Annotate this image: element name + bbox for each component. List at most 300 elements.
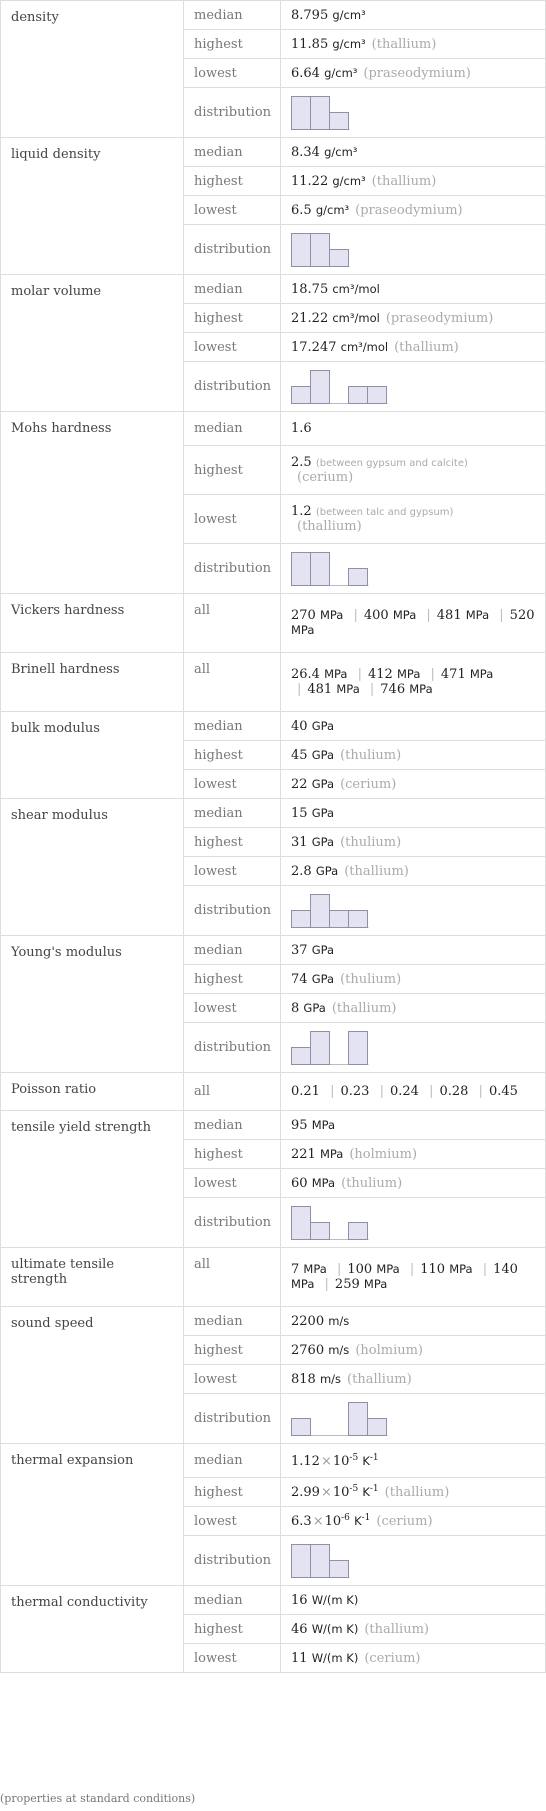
value-cell [281,495,546,544]
unit: g/cm³ [332,36,366,51]
value: 21.22 [291,310,329,326]
property-name: thermal conductivity [1,1586,184,1673]
row-label: distribution [184,1394,281,1444]
unit: K [362,1485,370,1499]
list-value [347,1262,399,1277]
table-row [1,138,546,167]
value: 37 [291,942,308,958]
value: 2200 [291,1313,325,1329]
value: 412 [368,667,393,682]
histogram-bar [368,1419,387,1436]
element-note: (thallium) [331,1000,397,1016]
table-row [1,594,546,653]
row-label: median [184,412,281,446]
unit: K [354,1514,362,1528]
row-label: lowest [184,1365,281,1394]
row-label: lowest [184,1644,281,1673]
histogram-bar [292,911,311,928]
property-name: Poisson ratio [1,1073,184,1111]
list-value [390,1084,419,1099]
distribution-cell [281,362,546,412]
value-cell [281,1615,546,1644]
value: 2760 [291,1342,325,1358]
row-label: lowest [184,333,281,362]
exponent: -5 [349,1452,359,1463]
histogram-bar [349,1032,368,1065]
value: 95 [291,1117,308,1133]
value: 746 [380,682,406,697]
element-note: (praseodymium) [363,65,471,81]
unit: cm³/mol [340,339,389,354]
row-label: distribution [184,886,281,936]
list-value [307,682,359,697]
row-label: median [184,1444,281,1478]
list-value [291,1262,327,1277]
base: 10 [332,1453,350,1469]
unit: cm³/mol [332,310,380,325]
histogram-bar [292,1419,311,1436]
value-cell [281,965,546,994]
histogram-bar [311,97,330,130]
value-cell [281,770,546,799]
distribution-histogram [291,1205,369,1240]
property-name: sound speed [1,1307,184,1444]
row-label: distribution [184,88,281,138]
row-label: median [184,936,281,965]
separator: | [330,1084,335,1099]
unit: MPa [336,682,360,696]
value: 471 [440,667,466,682]
table-row [1,412,546,446]
histogram-bar [311,371,330,404]
unit: MPa [311,1117,336,1132]
histogram-bar [368,387,387,404]
row-label: highest [184,167,281,196]
unit: GPa [311,834,335,849]
distribution-histogram [291,1543,350,1578]
element-note: (thulium) [340,834,402,850]
value-cell [281,1,546,30]
row-label: all [184,1248,281,1307]
unit: MPa [409,682,433,696]
value-cell [281,1140,546,1169]
element-note: (cerium) [364,1650,421,1666]
separator: | [478,1084,483,1099]
unit: GPa [311,776,335,791]
mantissa: 1.12 [291,1453,320,1469]
table-row [1,1248,546,1307]
value: 400 [363,608,389,623]
value: 6.64 [291,65,320,81]
value: 0.24 [389,1084,419,1099]
unit-exponent: -1 [369,1452,379,1463]
value: 16 [291,1592,308,1608]
value-cell [281,59,546,88]
histogram-bar [292,553,311,586]
value: 31 [291,834,308,850]
property-name: liquid density [1,138,184,275]
value-cell [281,1644,546,1673]
row-label: all [184,594,281,653]
property-name: bulk modulus [1,712,184,799]
element-note: (thallium) [364,1621,429,1637]
value-cell [281,1111,546,1140]
value: 7 [291,1262,300,1277]
value-cell [281,30,546,59]
unit: m/s [328,1313,350,1328]
unit: MPa [465,608,490,622]
value: 818 [291,1371,316,1387]
separator: | [297,682,302,697]
value: 8.34 [291,144,320,160]
separator: | [429,1084,434,1099]
unit: GPa [303,1000,326,1015]
histogram-bar [349,387,368,404]
property-name: molar volume [1,275,184,412]
separator: | [379,1084,384,1099]
value-cell [281,304,546,333]
property-name: Brinell hardness [1,653,184,712]
value: 40 [291,718,308,734]
value-cell [281,275,546,304]
unit: GPa [311,805,335,820]
element-note: (cerium) [297,470,354,485]
histogram-bar [330,911,349,928]
list-value [291,608,343,623]
separator: | [357,667,363,682]
table-row [1,653,546,712]
value: 520 [509,608,535,623]
value: 17.247 [291,339,337,355]
hardness-detail: (between talc and gypsum) [315,507,454,518]
table-row [1,275,546,304]
table-row [1,1586,546,1615]
value-cell [281,196,546,225]
property-name: tensile yield strength [1,1111,184,1248]
unit: GPa [311,718,335,733]
unit: MPa [311,1175,336,1190]
element-note: (thallium) [344,863,409,879]
unit: MPa [319,1146,344,1161]
value-cell [281,1169,546,1198]
unit: MPa [303,1262,327,1276]
histogram-bar [349,569,368,586]
list-value [291,667,347,682]
separator: | [336,1262,342,1277]
value-cell [281,1307,546,1336]
element-note: (thallium) [394,339,459,355]
unit-exponent: -1 [369,1484,379,1494]
row-label: highest [184,304,281,333]
element-note: (praseodymium) [355,202,463,218]
value: 221 [291,1146,316,1162]
value-cell [281,712,546,741]
row-label: lowest [184,59,281,88]
property-name: density [1,1,184,138]
element-note: (praseodymium) [385,310,494,326]
row-label: highest [184,741,281,770]
row-label: distribution [184,362,281,412]
unit: GPa [311,747,335,762]
element-note: (thulium) [341,1175,403,1191]
times-sign: × [320,1485,332,1500]
element-note: (thallium) [347,1371,412,1387]
separator: | [324,1277,329,1292]
list-value [489,1084,518,1099]
table-row [1,1111,546,1140]
list-value [439,1084,468,1099]
row-label: median [184,799,281,828]
distribution-cell [281,886,546,936]
distribution-histogram [291,1030,369,1065]
separator: | [482,1262,488,1277]
value: 11.85 [291,36,329,52]
histogram-bar [292,234,311,267]
row-label: median [184,1,281,30]
value: 259 [334,1277,360,1292]
unit-exponent: -1 [361,1513,371,1523]
value-list [281,1073,546,1111]
row-label: highest [184,1615,281,1644]
table-row [1,1307,546,1336]
histogram-bar [349,1223,368,1240]
distribution-histogram [291,232,350,267]
unit: MPa [319,608,344,622]
distribution-cell [281,1023,546,1073]
row-label: lowest [184,1169,281,1198]
exponent: -6 [341,1513,350,1523]
value-cell [281,446,546,495]
unit: GPa [311,942,335,957]
element-note: (thallium) [371,36,437,52]
times-sign: × [320,1453,332,1469]
list-value [335,1277,387,1292]
value: 11 [291,1650,308,1666]
row-label: lowest [184,495,281,544]
value-cell [281,936,546,965]
row-label: lowest [184,857,281,886]
distribution-cell [281,225,546,275]
row-label: all [184,653,281,712]
histogram-bar [349,911,368,928]
element-note: (thallium) [371,173,437,189]
unit: GPa [315,863,339,878]
histogram-bar [311,234,330,267]
histogram-bar [330,113,349,130]
element-note: (holmium) [355,1342,423,1358]
distribution-cell [281,544,546,594]
property-name: shear modulus [1,799,184,936]
value-cell [281,741,546,770]
table-row [1,1444,546,1478]
histogram-bar [292,387,311,404]
unit: MPa [392,608,417,622]
value: 8 [291,1000,300,1016]
element-note: (thulium) [340,747,402,763]
unit: MPa [449,1262,473,1276]
distribution-histogram [291,551,369,586]
times-sign: × [312,1514,324,1529]
separator: | [409,1262,415,1277]
row-label: distribution [184,1198,281,1248]
value: 0.28 [439,1084,469,1099]
value: 18.75 [291,281,329,297]
row-label: median [184,1307,281,1336]
value: 1.2 [291,504,312,519]
value: 8.795 [291,7,329,23]
value-list [281,1248,546,1307]
separator: | [499,608,504,623]
table-row [1,936,546,965]
unit: MPa [291,1277,315,1291]
distribution-cell [281,1394,546,1444]
value-cell [281,1444,546,1478]
value: 45 [291,747,308,763]
histogram-bar [330,1561,349,1578]
exponent: -5 [349,1484,359,1494]
unit: g/cm³ [324,65,358,80]
value-cell [281,138,546,167]
value-cell [281,1336,546,1365]
distribution-histogram [291,95,350,130]
row-label: lowest [184,1507,281,1536]
row-label: median [184,1111,281,1140]
element-note: (thulium) [340,971,402,987]
value: 15 [291,805,308,821]
value: 110 [420,1262,446,1277]
unit: cm³/mol [332,281,380,296]
histogram-bar [311,1545,330,1578]
value-cell [281,412,546,446]
row-label: lowest [184,770,281,799]
list-value [291,1084,320,1099]
value-cell [281,1586,546,1615]
list-value [380,682,432,697]
row-label: lowest [184,994,281,1023]
distribution-cell [281,88,546,138]
property-name: Mohs hardness [1,412,184,594]
element-note: (cerium) [340,776,397,792]
list-value [364,608,416,623]
table-row [1,1073,546,1111]
element-note: (cerium) [376,1514,433,1529]
value-cell [281,1365,546,1394]
unit: g/cm³ [315,202,350,217]
table-row [1,1,546,30]
value: 481 [307,682,333,697]
value: 481 [436,608,462,623]
histogram-bar [311,1223,330,1240]
row-label: distribution [184,1536,281,1586]
row-label: distribution [184,1023,281,1073]
value-list [281,594,546,653]
unit: MPa [363,1277,388,1291]
separator: | [426,608,431,623]
histogram-bar [311,1032,330,1065]
list-value [368,667,420,682]
distribution-histogram [291,1401,388,1436]
value: 74 [291,971,308,987]
histogram-bar [292,97,311,130]
value: 140 [493,1262,518,1277]
value: 1.6 [291,421,312,436]
table-row [1,799,546,828]
separator: | [430,667,435,682]
row-label: highest [184,1478,281,1507]
histogram-bar [292,1545,311,1578]
unit: W/(m K) [311,1621,359,1636]
histogram-bar [349,1403,368,1436]
row-label: median [184,712,281,741]
row-label: lowest [184,196,281,225]
element-note: (thallium) [297,519,362,534]
row-label: highest [184,30,281,59]
element-note: (thallium) [384,1485,450,1500]
element-note: (holmium) [349,1146,418,1162]
row-label: distribution [184,544,281,594]
value: 26.4 [291,667,320,682]
hardness-detail: (between gypsum and calcite) [315,458,468,469]
table-row [1,712,546,741]
histogram-bar [311,895,330,928]
list-value [441,667,493,682]
unit: g/cm³ [324,144,358,159]
value: 46 [291,1621,308,1637]
value: 0.45 [488,1084,518,1099]
unit: MPa [376,1262,400,1276]
histogram-bar [311,553,330,586]
row-label: highest [184,1140,281,1169]
unit: MPa [469,667,494,681]
property-name: Vickers hardness [1,594,184,653]
value-cell [281,1478,546,1507]
distribution-histogram [291,369,388,404]
unit: m/s [328,1342,350,1357]
mantissa: 2.99 [291,1485,320,1500]
unit: K [362,1453,370,1468]
histogram-bar [292,1048,311,1065]
histogram-bar [330,250,349,267]
value-cell [281,799,546,828]
list-value [340,1084,369,1099]
list-value [437,608,489,623]
value: 60 [291,1175,308,1191]
property-name: Young's modulus [1,936,184,1073]
value-cell [281,1507,546,1536]
base: 10 [324,1514,342,1529]
row-label: highest [184,965,281,994]
row-label: distribution [184,225,281,275]
row-label: highest [184,828,281,857]
value: 0.21 [291,1084,320,1099]
value: 11.22 [291,173,329,189]
value-list [281,653,546,712]
row-label: highest [184,1336,281,1365]
unit: GPa [311,971,335,986]
unit: m/s [319,1371,342,1386]
value: 270 [291,608,316,623]
histogram-bar [292,1207,311,1240]
distribution-cell [281,1198,546,1248]
value: 6.5 [291,202,312,218]
value: 2.5 [291,455,312,470]
mantissa: 6.3 [291,1514,312,1529]
unit: MPa [396,667,421,681]
row-label: all [184,1073,281,1111]
unit: W/(m K) [311,1592,359,1607]
separator: | [353,608,358,623]
value-cell [281,167,546,196]
